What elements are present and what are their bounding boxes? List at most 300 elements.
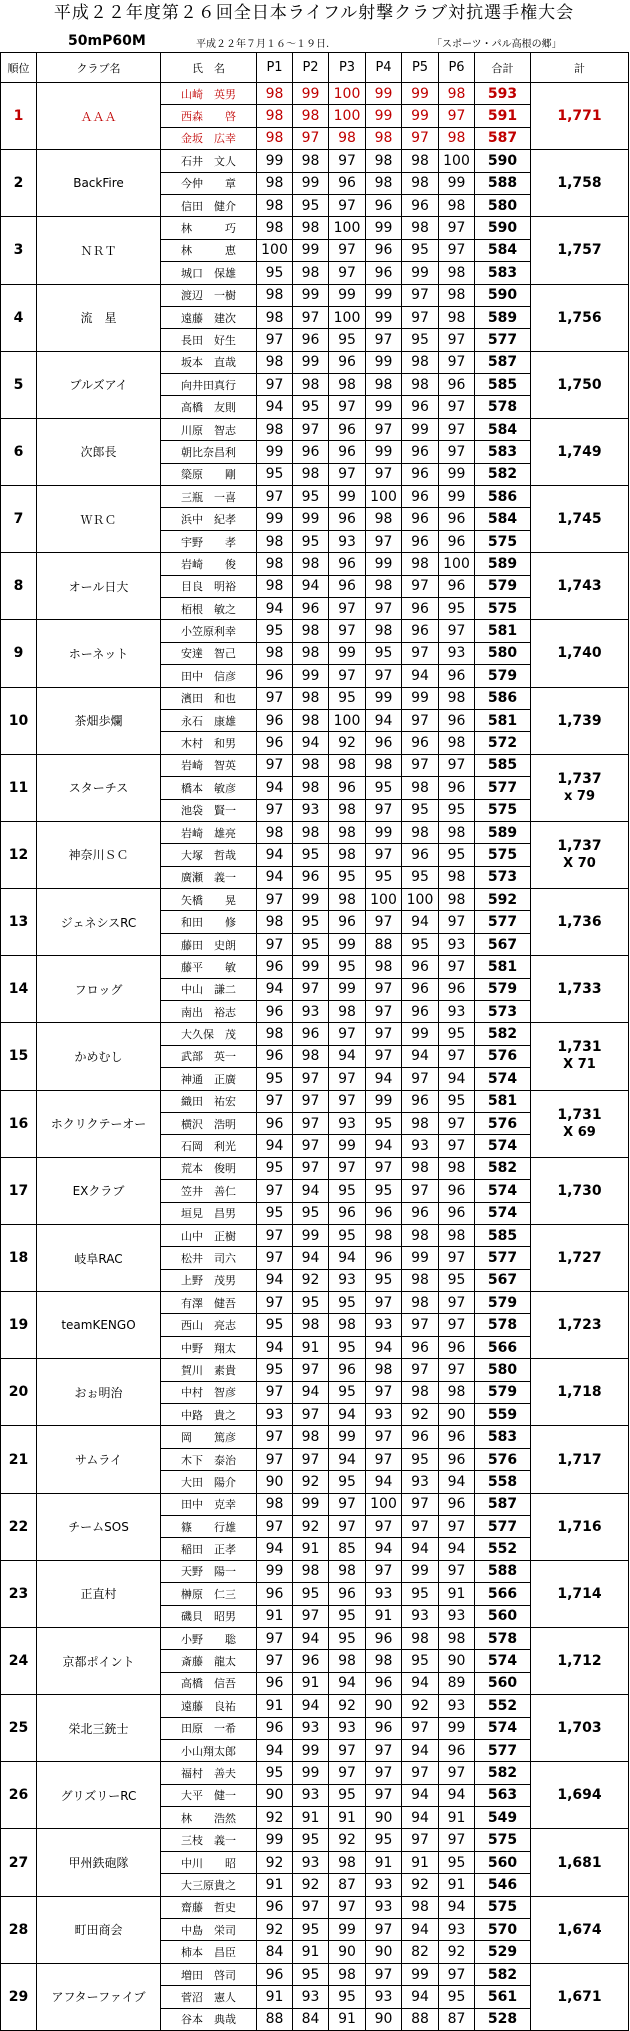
series-score-p5: 97 (402, 1762, 439, 1784)
shooter-name: 坂本 直哉 (161, 351, 257, 373)
shooter-total: 593 (475, 83, 531, 105)
series-score-p5: 96 (402, 441, 439, 463)
series-score-p2: 99 (293, 172, 329, 194)
series-score-p3: 92 (329, 1695, 366, 1717)
series-score-p6: 98 (439, 821, 475, 843)
series-score-p5: 99 (402, 1247, 439, 1269)
team-total-value: 1,739 (557, 712, 602, 729)
series-score-p5: 96 (402, 1426, 439, 1448)
series-score-p6: 96 (439, 1448, 475, 1470)
shooter-name: 上野 茂男 (161, 1269, 257, 1291)
series-score-p5: 98 (402, 1224, 439, 1246)
shooter-name: 和田 修 (161, 911, 257, 933)
series-score-p6: 93 (439, 1919, 475, 1941)
series-score-p4: 94 (366, 1538, 402, 1560)
team-total-value: 1,740 (557, 645, 602, 662)
series-score-p5: 96 (402, 732, 439, 754)
shooter-total: 577 (475, 911, 531, 933)
series-score-p5: 94 (402, 1784, 439, 1806)
series-score-p4: 98 (366, 620, 402, 642)
series-score-p2: 95 (293, 933, 329, 955)
series-score-p4: 98 (366, 172, 402, 194)
series-score-p6: 100 (439, 553, 475, 575)
shooter-total: 585 (475, 374, 531, 396)
series-score-p4: 100 (366, 486, 402, 508)
series-score-p5: 91 (402, 1851, 439, 1873)
team-total (531, 1963, 629, 2030)
series-score-p4: 95 (366, 866, 402, 888)
series-score-p1: 97 (257, 1627, 293, 1649)
series-score-p1: 97 (257, 754, 293, 776)
series-score-p1: 97 (257, 799, 293, 821)
member-row (1, 1090, 629, 1112)
series-score-p5: 98 (402, 777, 439, 799)
series-score-p1: 96 (257, 1717, 293, 1739)
series-score-p4: 97 (366, 1292, 402, 1314)
series-score-p3: 97 (329, 1493, 366, 1515)
series-score-p6: 94 (439, 1538, 475, 1560)
member-row (1, 284, 629, 306)
series-score-p6: 99 (439, 463, 475, 485)
shooter-name: 中路 貴之 (161, 1404, 257, 1426)
shooter-total: 579 (475, 575, 531, 597)
shooter-total: 591 (475, 105, 531, 127)
series-score-p4: 94 (366, 1471, 402, 1493)
series-score-p1: 98 (257, 642, 293, 664)
team-total (531, 1292, 629, 1359)
team-total (531, 284, 629, 351)
shooter-name: 渡辺 一樹 (161, 284, 257, 306)
team-total (531, 620, 629, 687)
shooter-total: 566 (475, 1583, 531, 1605)
series-score-p2: 99 (293, 956, 329, 978)
series-score-p3: 95 (329, 866, 366, 888)
shooter-name: 西森 啓 (161, 105, 257, 127)
series-score-p4: 97 (366, 1381, 402, 1403)
series-score-p4: 99 (366, 105, 402, 127)
shooter-total: 573 (475, 866, 531, 888)
series-score-p3: 96 (329, 172, 366, 194)
series-score-p2: 98 (293, 620, 329, 642)
series-score-p3: 93 (329, 1112, 366, 1134)
series-score-p4: 95 (366, 777, 402, 799)
shooter-name: 大久保 茂 (161, 1023, 257, 1045)
results-table (0, 52, 629, 2031)
series-score-p2: 97 (293, 978, 329, 1000)
shooter-total: 589 (475, 821, 531, 843)
series-score-p6: 94 (439, 1896, 475, 1918)
team-rank: 18 (1, 1224, 37, 1291)
team-club-name: スターチス (37, 754, 161, 821)
series-score-p4: 99 (366, 351, 402, 373)
series-score-p1: 94 (257, 844, 293, 866)
shooter-name: 遠藤 良祐 (161, 1695, 257, 1717)
series-score-p5: 98 (402, 1292, 439, 1314)
shooter-total: 580 (475, 194, 531, 216)
series-score-p1: 97 (257, 374, 293, 396)
shooter-name: 有澤 健吾 (161, 1292, 257, 1314)
series-score-p2: 97 (293, 1359, 329, 1381)
shooter-total: 546 (475, 1874, 531, 1896)
series-score-p3: 95 (329, 1292, 366, 1314)
series-score-p6: 96 (439, 978, 475, 1000)
series-score-p2: 93 (293, 1001, 329, 1023)
series-score-p3: 98 (329, 127, 366, 149)
team-rank: 12 (1, 821, 37, 888)
shooter-total: 582 (475, 1023, 531, 1045)
shooter-name: 岡 篤彦 (161, 1426, 257, 1448)
shooter-name: 浜中 紀孝 (161, 508, 257, 530)
team-total-value: 1,681 (557, 1854, 602, 1871)
series-score-p4: 95 (366, 1180, 402, 1202)
shooter-name: 栢根 敏之 (161, 597, 257, 619)
series-score-p1: 96 (257, 1001, 293, 1023)
team-rank: 6 (1, 418, 37, 485)
series-score-p4: 100 (366, 889, 402, 911)
series-score-p1: 95 (257, 262, 293, 284)
series-score-p5: 95 (402, 933, 439, 955)
shooter-total: 580 (475, 1359, 531, 1381)
series-score-p6: 97 (439, 911, 475, 933)
series-score-p6: 96 (439, 1426, 475, 1448)
series-score-p6: 87 (439, 2008, 475, 2030)
series-score-p2: 94 (293, 1247, 329, 1269)
series-score-p3: 99 (329, 486, 366, 508)
series-score-p2: 95 (293, 396, 329, 418)
shooter-name: 大平 健一 (161, 1784, 257, 1806)
series-score-p6: 98 (439, 262, 475, 284)
series-score-p2: 95 (293, 194, 329, 216)
series-score-p3: 96 (329, 553, 366, 575)
subheader (0, 26, 628, 52)
series-score-p2: 97 (293, 1112, 329, 1134)
series-score-p2: 98 (293, 217, 329, 239)
team-total (531, 1627, 629, 1694)
series-score-p5: 96 (402, 486, 439, 508)
shooter-total: 589 (475, 306, 531, 328)
shooter-name: 長田 好生 (161, 329, 257, 351)
series-score-p4: 90 (366, 2008, 402, 2030)
series-score-p5: 97 (402, 642, 439, 664)
shooter-total: 589 (475, 553, 531, 575)
member-row (1, 889, 629, 911)
shooter-name: 廣瀬 義一 (161, 866, 257, 888)
shooter-name: 柿本 昌臣 (161, 1941, 257, 1963)
team-club-name: 町田商会 (37, 1896, 161, 1963)
shooter-name: 中村 智彦 (161, 1381, 257, 1403)
team-total-value: 1,717 (557, 1451, 602, 1468)
team-rank: 13 (1, 889, 37, 956)
series-score-p3: 97 (329, 620, 366, 642)
series-score-p3: 92 (329, 732, 366, 754)
series-score-p2: 97 (293, 1605, 329, 1627)
series-score-p5: 98 (402, 1157, 439, 1179)
series-score-p4: 97 (366, 597, 402, 619)
shooter-total: 575 (475, 1829, 531, 1851)
shooter-name: 賀川 素貴 (161, 1359, 257, 1381)
series-score-p5: 92 (402, 1695, 439, 1717)
series-score-p2: 97 (293, 1448, 329, 1470)
series-score-p6: 97 (439, 1292, 475, 1314)
series-score-p4: 97 (366, 799, 402, 821)
member-row (1, 821, 629, 843)
series-score-p4: 97 (366, 1560, 402, 1582)
series-score-p2: 99 (293, 284, 329, 306)
series-score-p6: 98 (439, 866, 475, 888)
series-score-p1: 98 (257, 418, 293, 440)
series-score-p5: 98 (402, 374, 439, 396)
series-score-p3: 97 (329, 1068, 366, 1090)
series-score-p5: 97 (402, 1516, 439, 1538)
team-total (531, 687, 629, 754)
series-score-p6: 95 (439, 1269, 475, 1291)
series-score-p4: 97 (366, 1739, 402, 1761)
series-score-p6: 96 (439, 1336, 475, 1358)
team-rank: 19 (1, 1292, 37, 1359)
series-score-p4: 93 (366, 1583, 402, 1605)
series-score-p2: 98 (293, 262, 329, 284)
series-score-p6: 96 (439, 665, 475, 687)
shooter-total: 574 (475, 1135, 531, 1157)
series-score-p5: 99 (402, 687, 439, 709)
shooter-name: 菅沼 憲人 (161, 1986, 257, 2008)
series-score-p3: 98 (329, 821, 366, 843)
series-score-p5: 95 (402, 799, 439, 821)
series-score-p1: 94 (257, 597, 293, 619)
series-score-p3: 97 (329, 1090, 366, 1112)
team-total (531, 821, 629, 888)
series-score-p5: 96 (402, 956, 439, 978)
series-score-p3: 96 (329, 441, 366, 463)
shooter-total: 575 (475, 1896, 531, 1918)
series-score-p6: 91 (439, 1807, 475, 1829)
shooter-total: 560 (475, 1605, 531, 1627)
series-score-p5: 99 (402, 105, 439, 127)
shooter-total: 587 (475, 127, 531, 149)
team-club-name: 神奈川ＳＣ (37, 821, 161, 888)
series-score-p5: 97 (402, 284, 439, 306)
team-club-name: チームSOS (37, 1493, 161, 1560)
series-score-p6: 99 (439, 172, 475, 194)
series-score-p4: 96 (366, 194, 402, 216)
shooter-name: 谷本 典哉 (161, 2008, 257, 2030)
series-score-p3: 95 (329, 687, 366, 709)
series-score-p2: 96 (293, 597, 329, 619)
shooter-name: 大田 陽介 (161, 1471, 257, 1493)
series-score-p1: 99 (257, 441, 293, 463)
series-score-p5: 96 (402, 1336, 439, 1358)
series-score-p3: 100 (329, 709, 366, 731)
member-row (1, 1829, 629, 1851)
series-score-p3: 95 (329, 1471, 366, 1493)
series-score-p2: 98 (293, 463, 329, 485)
shooter-name: 増田 啓司 (161, 1963, 257, 1985)
team-club-name: BackFire (37, 150, 161, 217)
series-score-p1: 95 (257, 1068, 293, 1090)
shooter-name: 藤田 史朗 (161, 933, 257, 955)
series-score-p6: 97 (439, 1247, 475, 1269)
shooter-total: 559 (475, 1404, 531, 1426)
series-score-p1: 99 (257, 508, 293, 530)
shooter-name: 小山翔太郎 (161, 1739, 257, 1761)
series-score-p4: 97 (366, 1516, 402, 1538)
series-score-p1: 94 (257, 1135, 293, 1157)
team-club-name: 茶畑歩爛 (37, 687, 161, 754)
header-p2: P2 (293, 53, 329, 83)
shooter-name: 高橋 友則 (161, 396, 257, 418)
shooter-name: 橋本 敏彦 (161, 777, 257, 799)
series-score-p1: 95 (257, 1762, 293, 1784)
series-score-p4: 99 (366, 306, 402, 328)
team-club-name: 流 星 (37, 284, 161, 351)
series-score-p4: 90 (366, 1807, 402, 1829)
shooter-name: 中島 栄司 (161, 1919, 257, 1941)
team-total (531, 83, 629, 150)
series-score-p3: 93 (329, 530, 366, 552)
series-score-p6: 93 (439, 1695, 475, 1717)
shooter-name: 稲田 正孝 (161, 1538, 257, 1560)
series-score-p4: 97 (366, 1963, 402, 1985)
series-score-p1: 95 (257, 1157, 293, 1179)
team-total (531, 1157, 629, 1224)
series-score-p2: 95 (293, 1963, 329, 1985)
series-score-p6: 90 (439, 1650, 475, 1672)
series-score-p4: 97 (366, 418, 402, 440)
team-total (531, 351, 629, 418)
series-score-p4: 99 (366, 217, 402, 239)
series-score-p3: 98 (329, 754, 366, 776)
series-score-p2: 95 (293, 1583, 329, 1605)
series-score-p1: 97 (257, 1650, 293, 1672)
series-score-p3: 98 (329, 1963, 366, 1985)
series-score-p2: 91 (293, 1807, 329, 1829)
series-score-p4: 97 (366, 1919, 402, 1941)
series-score-p6: 98 (439, 732, 475, 754)
series-score-p4: 93 (366, 1896, 402, 1918)
series-score-p6: 94 (439, 1068, 475, 1090)
series-score-p5: 98 (402, 172, 439, 194)
series-score-p4: 93 (366, 1986, 402, 2008)
header-row (1, 53, 629, 83)
team-total (531, 956, 629, 1023)
series-score-p6: 98 (439, 1381, 475, 1403)
team-total (531, 889, 629, 956)
series-score-p5: 96 (402, 978, 439, 1000)
series-score-p1: 94 (257, 396, 293, 418)
series-score-p6: 91 (439, 1583, 475, 1605)
series-score-p2: 98 (293, 150, 329, 172)
series-score-p5: 95 (402, 1583, 439, 1605)
team-rank: 23 (1, 1560, 37, 1627)
series-score-p1: 94 (257, 1269, 293, 1291)
series-score-p1: 96 (257, 1672, 293, 1694)
series-score-p6: 97 (439, 1112, 475, 1134)
member-row (1, 1224, 629, 1246)
team-total (531, 553, 629, 620)
member-row (1, 1762, 629, 1784)
shooter-total: 582 (475, 1157, 531, 1179)
series-score-p2: 99 (293, 1493, 329, 1515)
series-score-p1: 98 (257, 194, 293, 216)
series-score-p4: 96 (366, 1202, 402, 1224)
series-score-p4: 95 (366, 642, 402, 664)
series-score-p4: 99 (366, 284, 402, 306)
member-row (1, 418, 629, 440)
shooter-name: 濱田 和也 (161, 687, 257, 709)
series-score-p4: 97 (366, 1045, 402, 1067)
team-total (531, 754, 629, 821)
series-score-p3: 96 (329, 575, 366, 597)
series-score-p2: 96 (293, 441, 329, 463)
series-score-p2: 95 (293, 844, 329, 866)
series-score-p4: 96 (366, 239, 402, 261)
shooter-total: 575 (475, 530, 531, 552)
series-score-p5: 99 (402, 1963, 439, 1985)
series-score-p1: 100 (257, 239, 293, 261)
member-row (1, 1359, 629, 1381)
member-row (1, 351, 629, 373)
shooter-total: 592 (475, 889, 531, 911)
series-score-p2: 98 (293, 687, 329, 709)
member-row (1, 687, 629, 709)
shooter-total: 528 (475, 2008, 531, 2030)
team-rank: 22 (1, 1493, 37, 1560)
shooter-name: 金坂 広幸 (161, 127, 257, 149)
shooter-name: 小野 聡 (161, 1627, 257, 1649)
shooter-total: 566 (475, 1336, 531, 1358)
series-score-p5: 82 (402, 1941, 439, 1963)
shooter-name: 山中 正樹 (161, 1224, 257, 1246)
series-score-p1: 94 (257, 777, 293, 799)
series-score-p2: 95 (293, 911, 329, 933)
series-score-p4: 91 (366, 1851, 402, 1873)
series-score-p6: 97 (439, 105, 475, 127)
series-score-p5: 99 (402, 262, 439, 284)
team-total-value: 1,731 (557, 1039, 602, 1056)
team-total-value: 1,749 (557, 443, 602, 460)
series-score-p1: 97 (257, 1247, 293, 1269)
team-rank: 4 (1, 284, 37, 351)
team-club-name: ＮＲＴ (37, 217, 161, 284)
series-score-p5: 98 (402, 351, 439, 373)
series-score-p6: 94 (439, 1784, 475, 1806)
series-score-p4: 90 (366, 1695, 402, 1717)
series-score-p1: 96 (257, 1112, 293, 1134)
series-score-p4: 97 (366, 1023, 402, 1045)
series-score-p2: 97 (293, 1157, 329, 1179)
shooter-total: 579 (475, 1381, 531, 1403)
team-total (531, 1224, 629, 1291)
shooter-total: 577 (475, 329, 531, 351)
series-score-p5: 95 (402, 1448, 439, 1470)
team-rank: 14 (1, 956, 37, 1023)
series-score-p6: 98 (439, 194, 475, 216)
shooter-total: 585 (475, 754, 531, 776)
shooter-total: 552 (475, 1695, 531, 1717)
member-row (1, 1023, 629, 1045)
series-score-p1: 95 (257, 463, 293, 485)
series-score-p1: 96 (257, 665, 293, 687)
series-score-p3: 98 (329, 1314, 366, 1336)
shooter-name: 篠 行雄 (161, 1516, 257, 1538)
series-score-p4: 99 (366, 83, 402, 105)
series-score-p2: 98 (293, 1560, 329, 1582)
tiebreak-x-count: x 79 (563, 788, 595, 804)
team-total-value: 1,743 (557, 578, 602, 595)
shooter-name: 三枝 義一 (161, 1829, 257, 1851)
series-score-p2: 94 (293, 732, 329, 754)
series-score-p3: 96 (329, 1359, 366, 1381)
